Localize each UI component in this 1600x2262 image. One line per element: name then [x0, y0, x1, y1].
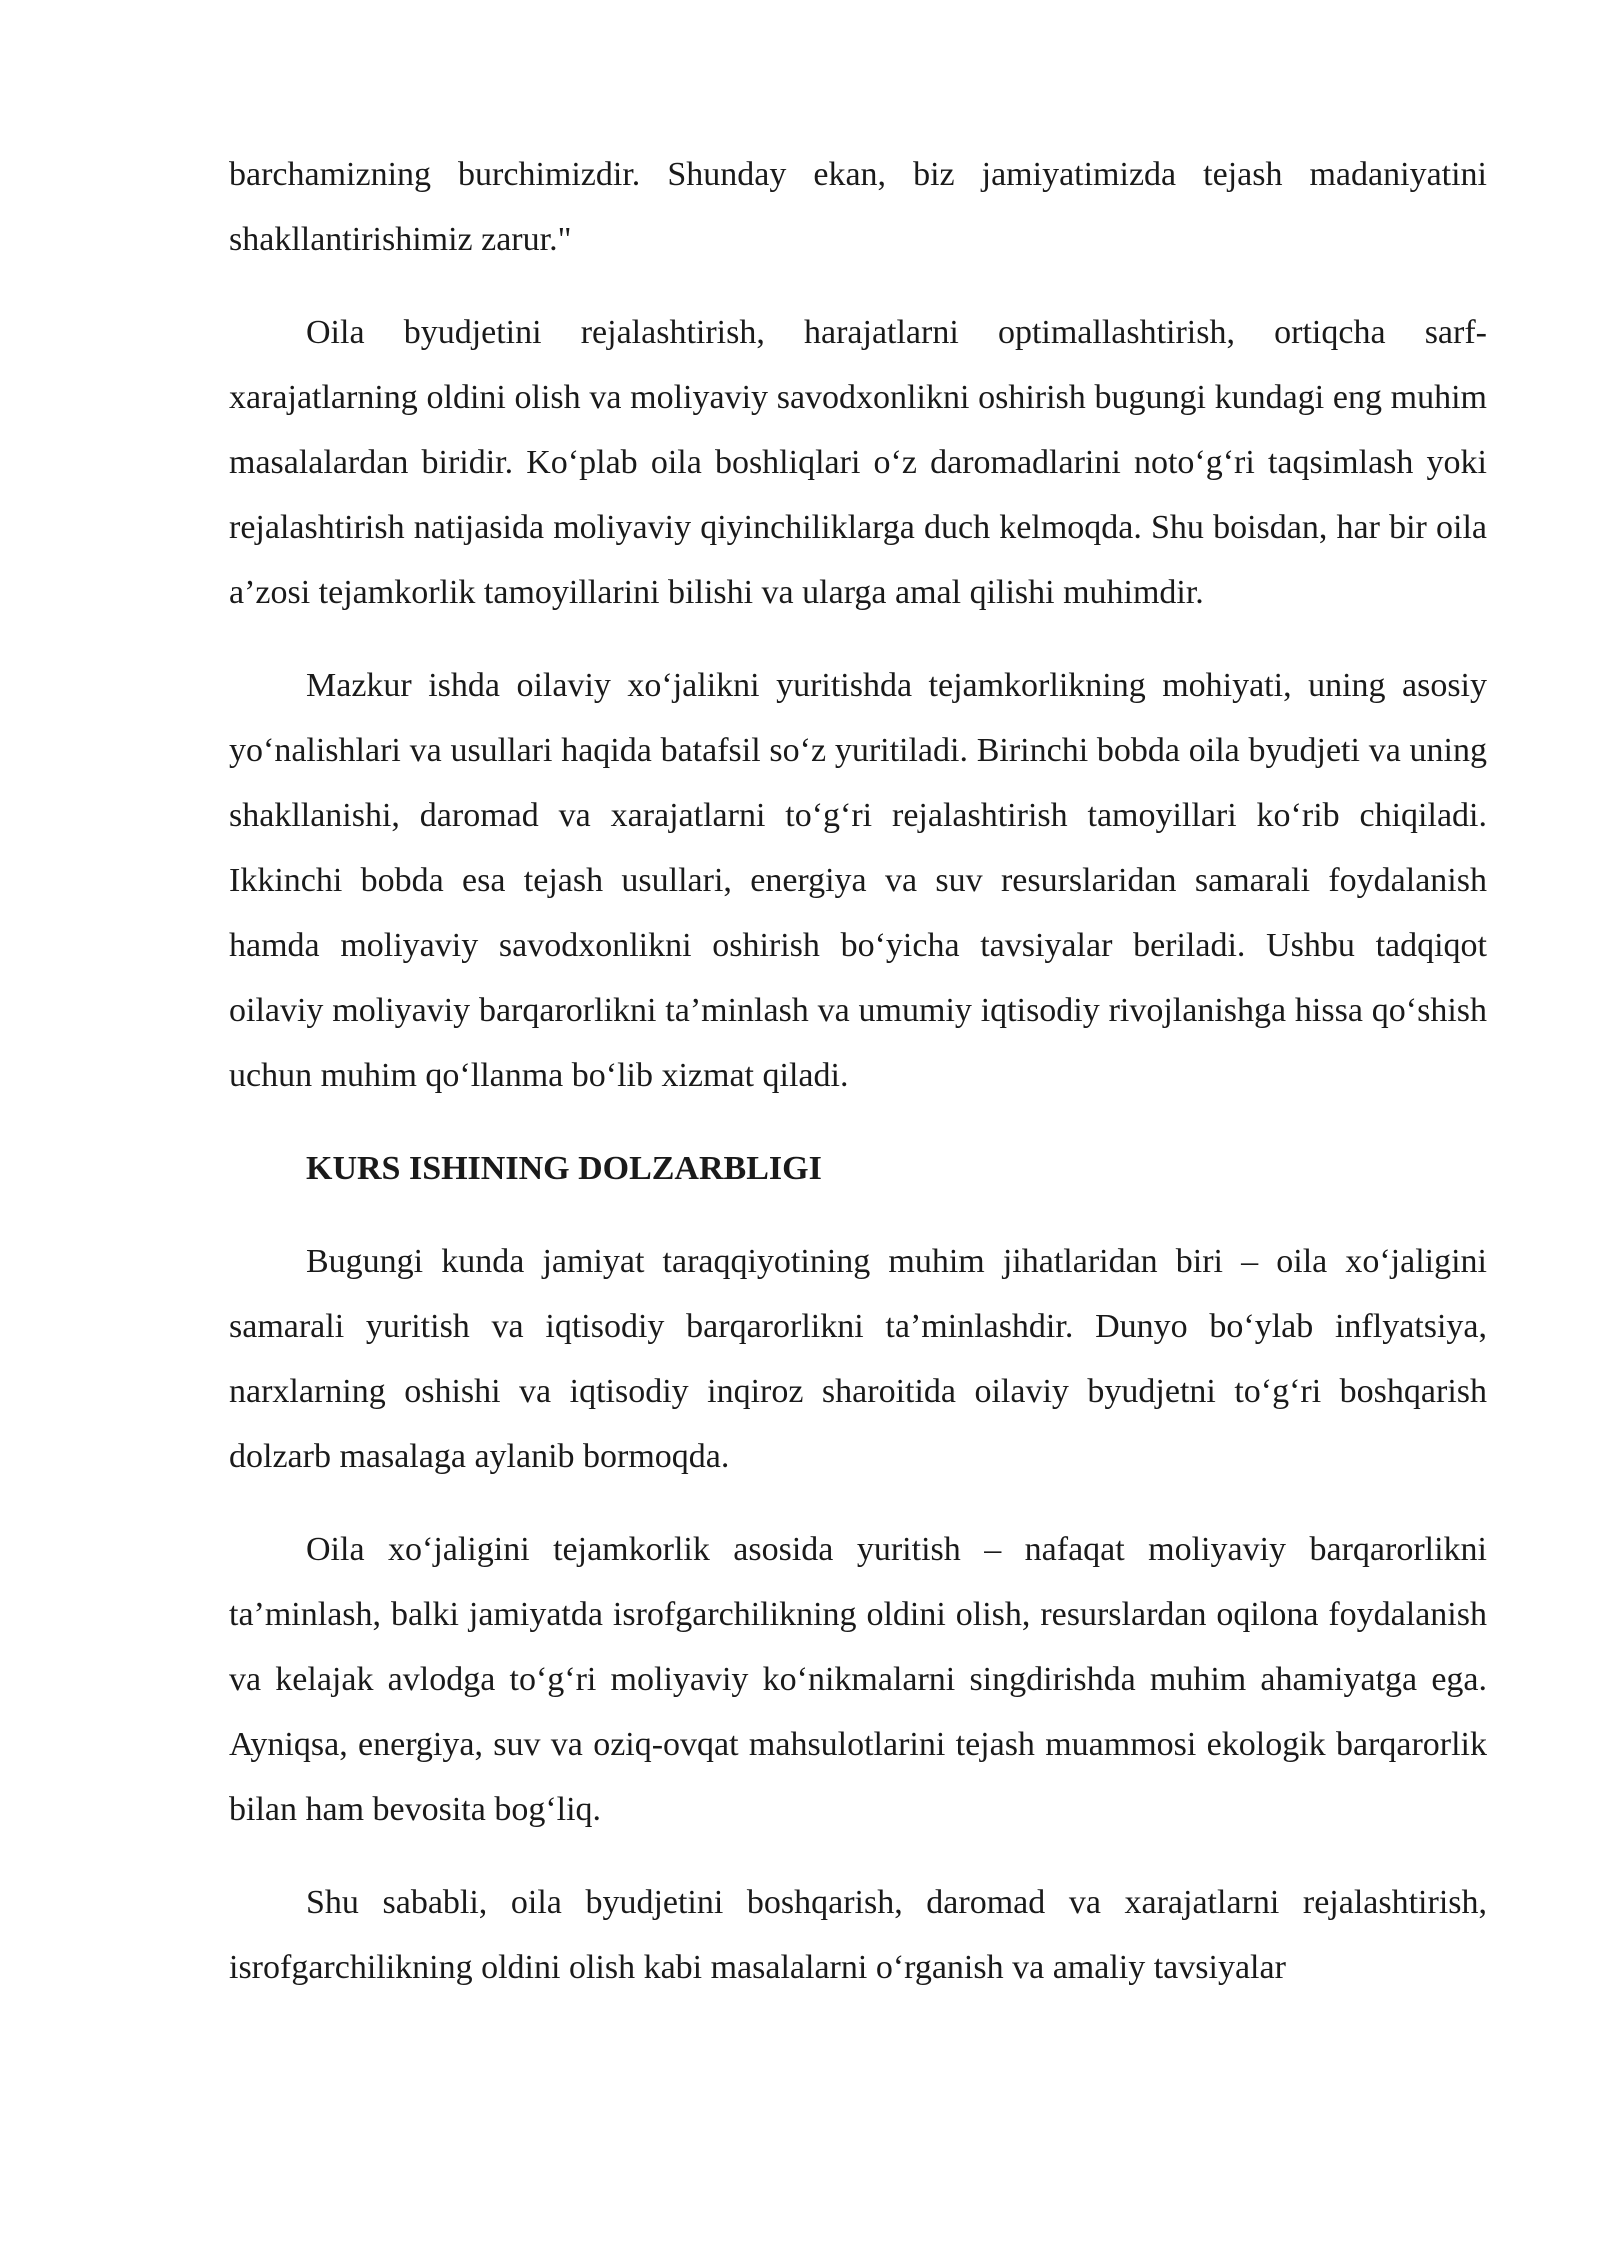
document-page	[229, 142, 1487, 2028]
paragraph-budget-planning: Oila byudjetini rejalashtirish, harajatlarni optimallashtirish, ortiqcha sarf-xarajatlarning oldini olish va moliyaviy savodxonlikni oshirish bugungi kundagi eng muhim masalalardan biridir. Ko‘plab oila boshliqlari o‘z daromadlarini noto‘g‘ri taqsimlash yoki rejalashtirish natijasida moliyaviy qiyinchiliklarga duch kelmoqda. Shu boisdan, har bir oila a’zosi tejamkorlik tamoyillarini bilishi va ularga amal qilishi muhimdir.	[229, 314, 1487, 611]
paragraph-relevance: Bugungi kunda jamiyat taraqqiyotining muhim jihatlaridan biri – oila xo‘jaligini samarali yuritish va iqtisodiy barqarorlikni ta’minlashdir. Dunyo bo‘ylab inflyatsiya, narxlarning oshishi va iqtisodiy inqiroz sharoitida oilaviy byudjetni to‘g‘ri boshqarish dolzarb masalaga aylanib bormoqda.	[229, 1243, 1487, 1475]
section-heading: KURS ISHINING DOLZARBLIGI	[306, 1150, 822, 1187]
paragraph-household-economy: Oila xo‘jaligini tejamkorlik asosida yuritish – nafaqat moliyaviy barqarorlikni ta’minlash, balki jamiyatda isrofgarchilikning oldini olish, resurslardan oqilona foydalanish va kelajak avlodga to‘g‘ri moliyaviy ko‘nikmalarni singdirishda muhim ahamiyatga ega. Ayniqsa, energiya, suv va oziq-ovqat mahsulotlarini tejash muammosi ekologik barqarorlik bilan ham bevosita bog‘liq.	[229, 1531, 1487, 1828]
paragraph-continuation: barchamizning burchimizdir. Shunday ekan, biz jamiyatimizda tejash madaniyatini shakllantirishimiz zarur."	[229, 156, 1487, 258]
paragraph-work-overview: Mazkur ishda oilaviy xo‘jalikni yuritishda tejamkorlikning mohiyati, uning asosiy yo‘nalishlari va usullari haqida batafsil so‘z yuritiladi. Birinchi bobda oila byudjeti va uning shakllanishi, daromad va xarajatlarni to‘g‘ri rejalashtirish tamoyillari ko‘rib chiqiladi. Ikkinchi bobda esa tejash usullari, energiya va suv resurslaridan samarali foydalanish hamda moliyaviy savodxonlikni oshirish bo‘yicha tavsiyalar beriladi. Ushbu tadqiqot oilaviy moliyaviy barqarorlikni ta’minlash va umumiy iqtisodiy rivojlanishga hissa qo‘shish uchun muhim qo‘llanma bo‘lib xizmat qiladi.	[229, 667, 1487, 1094]
paragraph-therefore: Shu sababli, oila byudjetini boshqarish, daromad va xarajatlarni rejalashtirish, isrofgarchilikning oldini olish kabi masalalarni o‘rganish va amaliy tavsiyalar	[229, 1884, 1487, 1986]
